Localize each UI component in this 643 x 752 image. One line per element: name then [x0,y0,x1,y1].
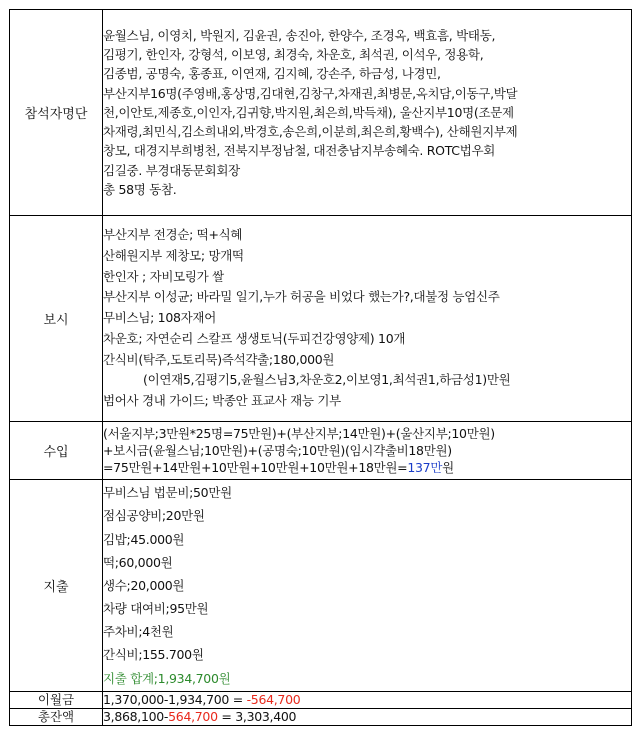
attendees-line: 창모, 대경지부희병천, 전북지부정남철, 대전충남지부송혜숙. ROTC법우회 [103,143,496,159]
balance-suffix: = 3,303,400 [217,709,297,724]
expense-line: 생수;20,000원 [103,577,185,593]
attendees-cell [103,10,632,216]
attendees-line: 김종범, 공명숙, 홍종표, 이연재, 김지혜, 강손주, 하금성, 나경민, [103,66,441,82]
donation-line: 부산지부 전경순; 떡+식혜 [103,227,243,243]
carryover-row [10,692,632,709]
expense-line: 점심공양비;20만원 [103,508,205,524]
income-cell [103,422,632,480]
carryover-formula: 1,370,000-1,934,700 = [103,692,247,707]
attendees-line: 부산지부16명(주영배,홍상명,김대현,김창구,차재권,최병문,옥치담,이동구,박달 [103,85,518,101]
donation-line: 간식비(탁주,도토리묵)즉석갹출;180,000원 [103,351,335,367]
income-line: (서울지부;3만원*25명=75만원)+(부산지부;14만원)+(울산지부;10만원) [103,425,495,441]
attendees-line: 윤월스님, 이영치, 박원지, 김윤권, 송진아, 한양수, 조경옥, 백효흠, 박태동, [103,27,496,43]
income-sum-suffix: 원 [442,460,454,476]
donation-line: 차운호; 자연순리 스칼프 생생토닉(두피건강영양제) 10개 [103,330,406,346]
attendees-line: 차재령,최민식,김소희내외,박경호,송은희,이분희,최은희,황백수), 산해원지부제 [103,124,518,140]
balance-line [103,709,631,725]
income-row [10,422,632,480]
income-sum-prefix: =75만원+14만원+10만원+10만원+10만원+18만원= [103,460,408,476]
income-line: +보시금(윤월스님;10만원)+(공명숙;10만원)(임시갹출비18만원) [103,442,452,458]
income-sum-line [103,459,631,476]
donations-label: 보시 [10,216,103,422]
expenses-cell [103,480,632,692]
donation-line: 무비스님; 108자재어 [103,310,216,326]
attendees-label: 참석자명단 [10,10,103,216]
balance-deduction: 564,700 [168,709,218,724]
attendees-line: 김길중. 부경대동문회회장 [103,162,240,178]
balance-prefix: 3,868,100- [103,709,169,724]
expense-total: 지출 합계;1,934,700원 [103,670,231,686]
donation-line: 부산지부 이성균; 바라밀 일기,누가 허공을 비었다 했는가?,대불정 능엄신주 [103,289,500,305]
income-label: 수입 [10,422,103,480]
balance-cell [103,709,632,726]
donations-row [10,216,632,422]
expense-line: 떡;60,000원 [103,554,173,570]
expense-line: 차량 대여비;95만원 [103,601,209,617]
donation-line: 범어사 경내 가이드; 박종안 표교사 재능 기부 [103,392,341,408]
ledger-table [9,9,632,726]
carryover-line [103,692,631,708]
expense-line: 주차비;4천원 [103,624,174,640]
expense-line: 무비스님 법문비;50만원 [103,485,232,501]
expenses-row [10,480,632,692]
expense-line: 김밥;45.000원 [103,531,185,547]
attendees-line: 총 58명 동참. [103,182,177,198]
attendees-row [10,10,632,216]
donation-breakdown-line: (이연재5,김평기5,윤월스님3,차운호2,이보영1,최석권1,하금성1)만원 [143,372,511,388]
expense-line: 간식비;155.700원 [103,647,204,663]
expenses-label: 지출 [10,480,103,692]
balance-label: 총잔액 [10,709,103,726]
carryover-result: -564,700 [246,692,301,707]
carryover-cell [103,692,632,709]
carryover-label: 이월금 [10,692,103,709]
attendees-line: 김평기, 한인자, 강형석, 이보영, 최경숙, 차운호, 최석권, 이석우, 정용학, [103,46,484,62]
donations-cell [103,216,632,422]
income-total: 137만 [407,460,443,476]
balance-row [10,709,632,726]
donation-line: 한인자 ; 자비모링가 쌀 [103,268,224,284]
donation-line: 산해원지부 제창모; 망개떡 [103,248,244,264]
attendees-line: 천,이안토,제종호,이인자,김귀향,박지원,최은희,박득채), 울산지부10명(조문제 [103,104,514,120]
